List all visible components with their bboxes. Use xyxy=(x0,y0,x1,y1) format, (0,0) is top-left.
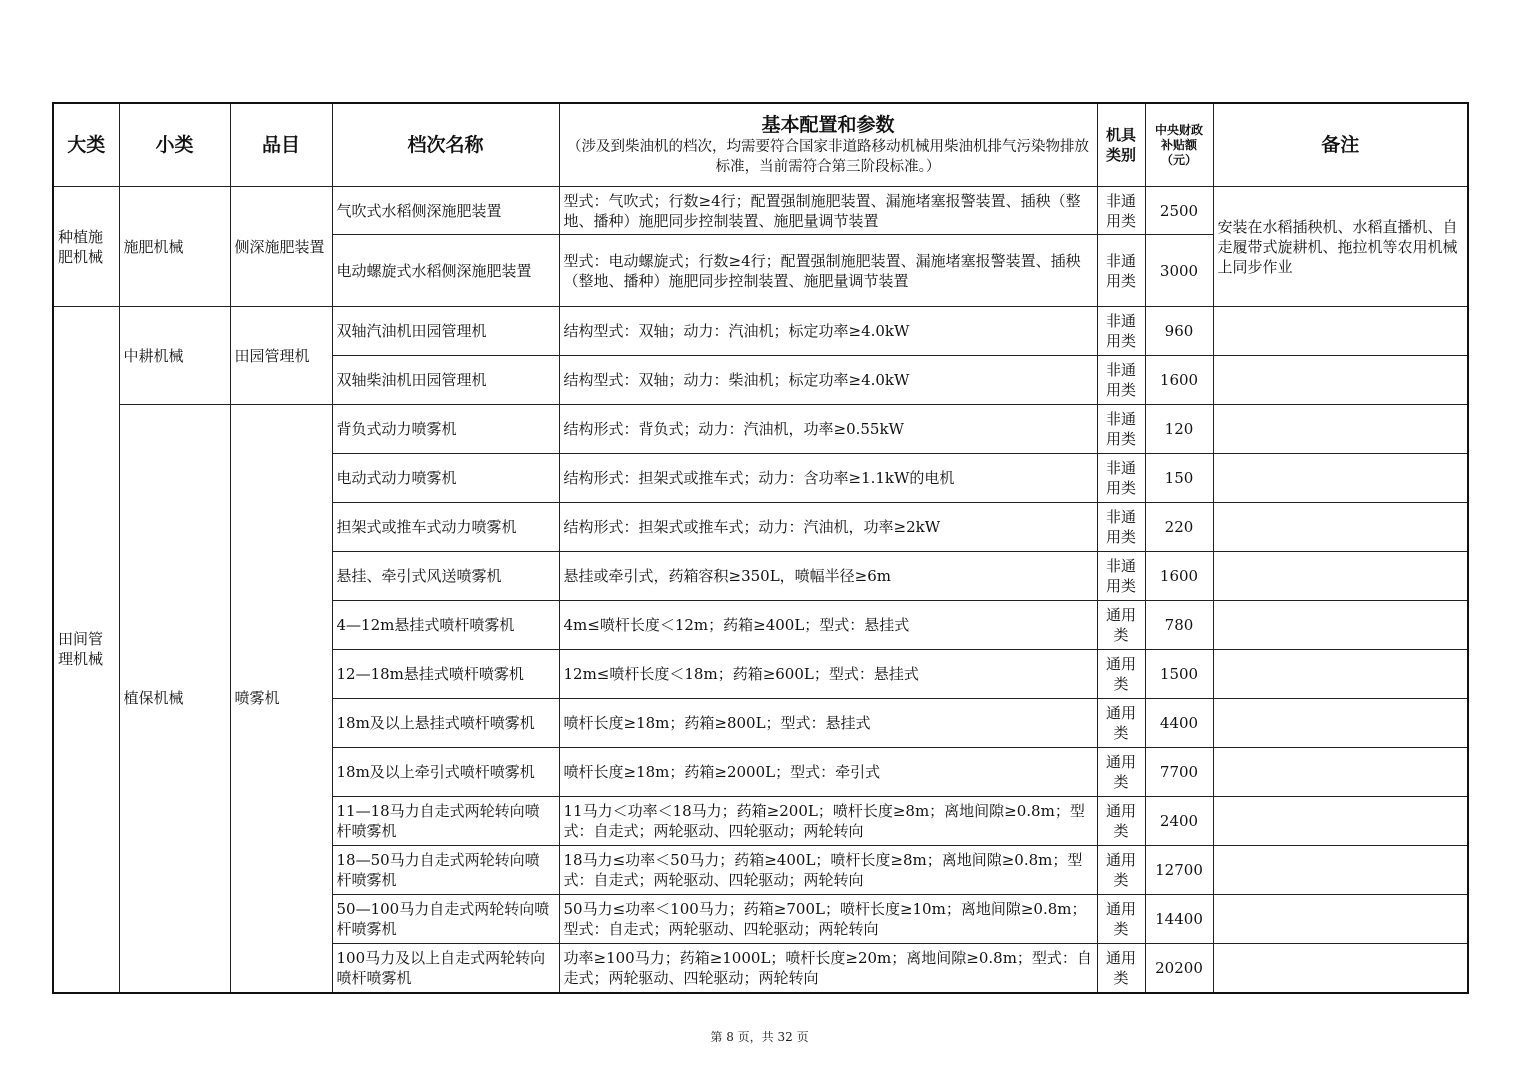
grade-name-cell: 背负式动力喷雾机 xyxy=(332,405,559,454)
subsidy-cell: 150 xyxy=(1145,454,1213,503)
item-cell: 侧深施肥装置 xyxy=(230,187,332,307)
header-minor-category: 小类 xyxy=(119,103,230,187)
config-cell: 结构型式：双轴；动力：柴油机；标定功率≥4.0kW xyxy=(559,356,1097,405)
grade-name-cell: 50—100马力自走式两轮转向喷杆喷雾机 xyxy=(332,895,559,944)
subsidy-cell: 2400 xyxy=(1145,797,1213,846)
grade-name-cell: 悬挂、牵引式风送喷雾机 xyxy=(332,552,559,601)
remark-cell xyxy=(1213,601,1468,650)
class-cell: 通用类 xyxy=(1097,846,1145,895)
subsidy-cell: 2500 xyxy=(1145,187,1213,235)
config-cell: 4m≤喷杆长度＜12m；药箱≥400L；型式：悬挂式 xyxy=(559,601,1097,650)
grade-name-cell: 双轴柴油机田园管理机 xyxy=(332,356,559,405)
header-major-category: 大类 xyxy=(53,103,119,187)
header-remark: 备注 xyxy=(1213,103,1468,187)
remark-cell xyxy=(1213,307,1468,356)
subsidy-cell: 4400 xyxy=(1145,699,1213,748)
grade-name-cell: 18m及以上悬挂式喷杆喷雾机 xyxy=(332,699,559,748)
class-cell: 非通用类 xyxy=(1097,187,1145,235)
class-cell: 非通用类 xyxy=(1097,235,1145,307)
config-cell: 结构形式：背负式；动力：汽油机，功率≥0.55kW xyxy=(559,405,1097,454)
config-cell: 功率≥100马力；药箱≥1000L；喷杆长度≥20m；离地间隙≥0.8m；型式：自走式；两轮驱动、四轮驱动；两轮转向 xyxy=(559,944,1097,993)
class-cell: 通用类 xyxy=(1097,601,1145,650)
header-grade-name: 档次名称 xyxy=(332,103,559,187)
config-cell: 结构形式：担架式或推车式；动力：含功率≥1.1kW的电机 xyxy=(559,454,1097,503)
class-cell: 非通用类 xyxy=(1097,552,1145,601)
header-class: 机具类别 xyxy=(1097,103,1145,187)
subsidy-table xyxy=(52,102,1469,994)
minor-category-cell: 中耕机械 xyxy=(119,307,230,405)
table-row xyxy=(53,405,1468,454)
remark-cell xyxy=(1213,503,1468,552)
subsidy-cell: 20200 xyxy=(1145,944,1213,993)
subsidy-cell: 1600 xyxy=(1145,552,1213,601)
grade-name-cell: 电动式动力喷雾机 xyxy=(332,454,559,503)
header-config-title: 基本配置和参数 xyxy=(761,114,895,136)
config-cell: 结构型式：双轴；动力：汽油机；标定功率≥4.0kW xyxy=(559,307,1097,356)
page-footer: 第 8 页，共 32 页 xyxy=(710,1030,809,1044)
config-cell: 悬挂或牵引式，药箱容积≥350L，喷幅半径≥6m xyxy=(559,552,1097,601)
remark-cell xyxy=(1213,405,1468,454)
remark-cell xyxy=(1213,454,1468,503)
grade-name-cell: 18—50马力自走式两轮转向喷杆喷雾机 xyxy=(332,846,559,895)
grade-name-cell: 100马力及以上自走式两轮转向喷杆喷雾机 xyxy=(332,944,559,993)
class-cell: 通用类 xyxy=(1097,699,1145,748)
header-config xyxy=(559,103,1097,187)
subsidy-cell: 12700 xyxy=(1145,846,1213,895)
class-cell: 通用类 xyxy=(1097,895,1145,944)
grade-name-cell: 气吹式水稻侧深施肥装置 xyxy=(332,187,559,235)
subsidy-cell: 220 xyxy=(1145,503,1213,552)
grade-name-cell: 4—12m悬挂式喷杆喷雾机 xyxy=(332,601,559,650)
subsidy-cell: 7700 xyxy=(1145,748,1213,797)
remark-cell xyxy=(1213,748,1468,797)
header-subsidy: 中央财政补贴额（元） xyxy=(1145,103,1213,187)
header-config-note: （涉及到柴油机的档次，均需要符合国家非道路移动机械用柴油机排气污染物排放标准，当前需符合第三阶段标准。） xyxy=(567,139,1089,175)
remark-cell xyxy=(1213,895,1468,944)
config-cell: 50马力≤功率＜100马力；药箱≥700L；喷杆长度≥10m；离地间隙≥0.8m；型式：自走式；两轮驱动、四轮驱动；两轮转向 xyxy=(559,895,1097,944)
config-cell: 结构形式：担架式或推车式；动力：汽油机，功率≥2kW xyxy=(559,503,1097,552)
header-item: 品目 xyxy=(230,103,332,187)
class-cell: 非通用类 xyxy=(1097,356,1145,405)
subsidy-cell: 3000 xyxy=(1145,235,1213,307)
config-cell: 喷杆长度≥18m；药箱≥800L；型式：悬挂式 xyxy=(559,699,1097,748)
remark-cell: 安装在水稻插秧机、水稻直播机、自走履带式旋耕机、拖拉机等农用机械上同步作业 xyxy=(1213,187,1468,307)
remark-cell xyxy=(1213,797,1468,846)
config-cell: 18马力≤功率＜50马力；药箱≥400L；喷杆长度≥8m；离地间隙≥0.8m；型式：自走式；两轮驱动、四轮驱动；两轮转向 xyxy=(559,846,1097,895)
item-cell: 喷雾机 xyxy=(230,405,332,993)
remark-cell xyxy=(1213,356,1468,405)
class-cell: 非通用类 xyxy=(1097,307,1145,356)
grade-name-cell: 11—18马力自走式两轮转向喷杆喷雾机 xyxy=(332,797,559,846)
config-cell: 12m≤喷杆长度＜18m；药箱≥600L；型式：悬挂式 xyxy=(559,650,1097,699)
major-category-cell: 田间管理机械 xyxy=(53,307,119,993)
subsidy-cell: 14400 xyxy=(1145,895,1213,944)
class-cell: 非通用类 xyxy=(1097,503,1145,552)
table-row xyxy=(53,307,1468,356)
grade-name-cell: 18m及以上牵引式喷杆喷雾机 xyxy=(332,748,559,797)
subsidy-cell: 960 xyxy=(1145,307,1213,356)
config-cell: 喷杆长度≥18m；药箱≥2000L；型式：牵引式 xyxy=(559,748,1097,797)
subsidy-cell: 120 xyxy=(1145,405,1213,454)
remark-cell xyxy=(1213,846,1468,895)
subsidy-cell: 1500 xyxy=(1145,650,1213,699)
subsidy-cell: 780 xyxy=(1145,601,1213,650)
item-cell: 田园管理机 xyxy=(230,307,332,405)
minor-category-cell: 植保机械 xyxy=(119,405,230,993)
config-cell: 型式：气吹式；行数≥4行；配置强制施肥装置、漏施堵塞报警装置、插秧（整地、播种）施肥同步控制装置、施肥量调节装置 xyxy=(559,187,1097,235)
remark-cell xyxy=(1213,699,1468,748)
grade-name-cell: 担架式或推车式动力喷雾机 xyxy=(332,503,559,552)
table-row xyxy=(53,187,1468,235)
class-cell: 通用类 xyxy=(1097,797,1145,846)
remark-cell xyxy=(1213,944,1468,993)
grade-name-cell: 12—18m悬挂式喷杆喷雾机 xyxy=(332,650,559,699)
class-cell: 非通用类 xyxy=(1097,454,1145,503)
class-cell: 通用类 xyxy=(1097,944,1145,993)
class-cell: 通用类 xyxy=(1097,748,1145,797)
header-row xyxy=(53,103,1468,187)
subsidy-cell: 1600 xyxy=(1145,356,1213,405)
class-cell: 通用类 xyxy=(1097,650,1145,699)
grade-name-cell: 电动螺旋式水稻侧深施肥装置 xyxy=(332,235,559,307)
major-category-cell: 种植施肥机械 xyxy=(53,187,119,307)
remark-cell xyxy=(1213,552,1468,601)
config-cell: 型式：电动螺旋式；行数≥4行；配置强制施肥装置、漏施堵塞报警装置、插秧（整地、播种）施肥同步控制装置、施肥量调节装置 xyxy=(559,235,1097,307)
class-cell: 非通用类 xyxy=(1097,405,1145,454)
grade-name-cell: 双轴汽油机田园管理机 xyxy=(332,307,559,356)
config-cell: 11马力＜功率＜18马力；药箱≥200L；喷杆长度≥8m；离地间隙≥0.8m；型式：自走式；两轮驱动、四轮驱动；两轮转向 xyxy=(559,797,1097,846)
remark-cell xyxy=(1213,650,1468,699)
minor-category-cell: 施肥机械 xyxy=(119,187,230,307)
